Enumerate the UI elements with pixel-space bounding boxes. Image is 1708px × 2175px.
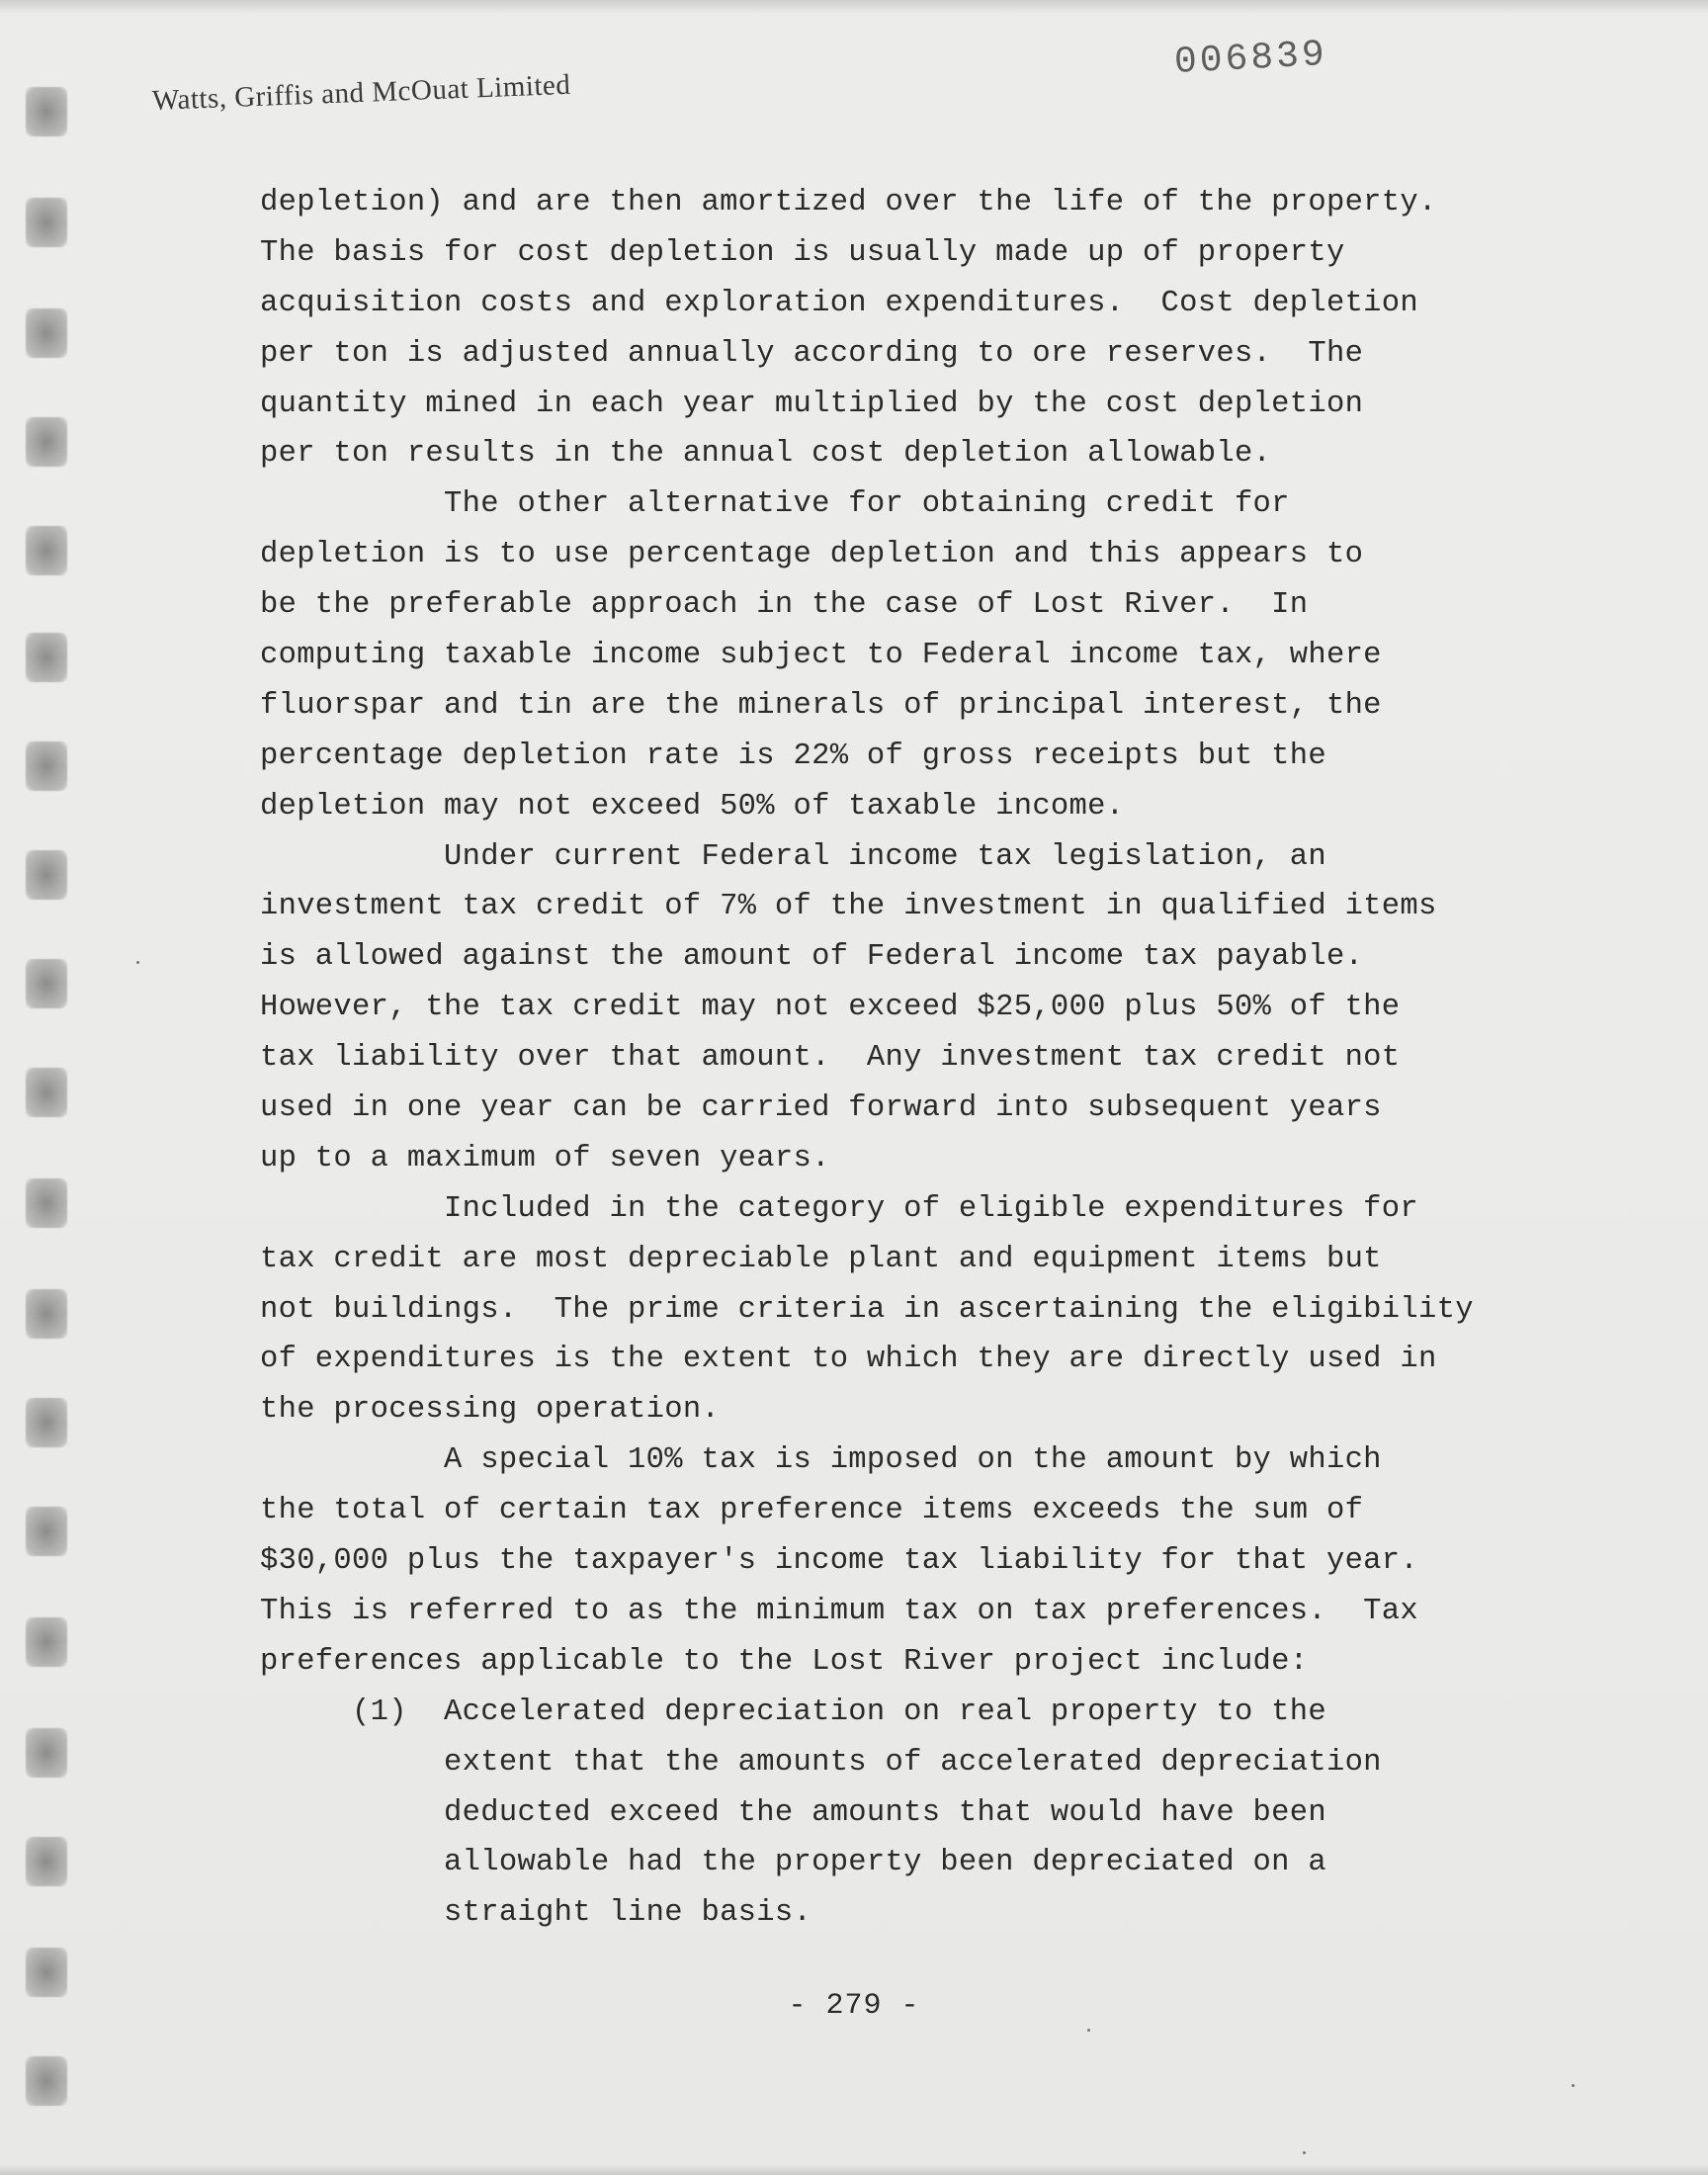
binder-hole <box>26 1617 67 1667</box>
page-number: - 279 - <box>788 1989 920 2023</box>
body-line: of expenditures is the extent to which they are directly used in <box>260 1343 1437 1377</box>
body-line: depletion) and are then amortized over the life of the property. <box>260 186 1437 219</box>
binder-hole <box>26 741 67 791</box>
scan-speck <box>1303 2151 1306 2154</box>
binder-hole <box>26 1507 67 1556</box>
body-line: be the preferable approach in the case of Lost River. In <box>260 588 1309 623</box>
body-line: quantity mined in each year multiplied by the cost depletion <box>260 387 1364 421</box>
binder-hole <box>26 1837 67 1886</box>
body-text <box>260 178 1584 1939</box>
body-line: not buildings. The prime criteria in ascertaining the eligibility <box>260 1292 1474 1327</box>
body-line: Included in the category of eligible expenditures for <box>260 1191 1418 1226</box>
body-line: The other alternative for obtaining credit for <box>260 487 1290 522</box>
binder-hole <box>26 308 67 358</box>
body-line: However, the tax credit may not exceed $25,000 plus 50% of the <box>260 991 1401 1025</box>
binder-hole <box>26 87 67 136</box>
binder-hole <box>26 526 67 575</box>
document-number: 006839 <box>1172 33 1328 85</box>
body-line: Under current Federal income tax legislation, an <box>260 839 1326 874</box>
page-top-edge-shadow <box>0 0 1708 14</box>
letterhead: Watts, Griffis and McOuat Limited <box>151 68 571 117</box>
body-line: investment tax credit of 7% of the investment in qualified items <box>260 890 1437 924</box>
body-line: $30,000 plus the taxpayer's income tax liability for that year. <box>260 1544 1418 1579</box>
body-line: the total of certain tax preference items exceeds the sum of <box>260 1494 1364 1528</box>
body-line: preferences applicable to the Lost River project include: <box>260 1644 1309 1679</box>
binder-hole <box>26 198 67 247</box>
body-line: extent that the amounts of accelerated depreciation <box>260 1745 1382 1780</box>
body-line: computing taxable income subject to Federal income tax, where <box>260 639 1382 673</box>
body-line: up to a maximum of seven years. <box>260 1141 830 1175</box>
scan-speck <box>1087 2029 1090 2032</box>
body-line: A special 10% tax is imposed on the amount by which <box>260 1443 1382 1478</box>
binder-hole <box>26 1398 67 1447</box>
body-line: fluorspar and tin are the minerals of principal interest, the <box>260 688 1382 723</box>
body-line: tax liability over that amount. Any investment tax credit not <box>260 1041 1401 1076</box>
body-line: (1) Accelerated depreciation on real property to the <box>260 1695 1326 1729</box>
binder-hole <box>26 1728 67 1778</box>
binder-hole <box>26 1178 67 1228</box>
body-line: depletion is to use percentage depletion and this appears to <box>260 538 1364 572</box>
binder-hole <box>26 1068 67 1117</box>
body-line: percentage depletion rate is 22% of gross receipts but the <box>260 739 1326 773</box>
body-line: deducted exceed the amounts that would have been <box>260 1795 1326 1830</box>
body-line: This is referred to as the minimum tax on tax preferences. Tax <box>260 1594 1418 1628</box>
body-line: allowable had the property been depreciated on a <box>260 1846 1326 1880</box>
body-line: acquisition costs and exploration expenditures. Cost depletion <box>260 286 1418 320</box>
binder-hole <box>26 959 67 1008</box>
body-line: per ton results in the annual cost depletion allowable. <box>260 437 1272 472</box>
binder-hole <box>26 417 67 467</box>
body-line: tax credit are most depreciable plant and equipment items but <box>260 1242 1382 1276</box>
body-line: straight line basis. <box>260 1896 812 1931</box>
binder-hole <box>26 633 67 682</box>
body-line: the processing operation. <box>260 1393 721 1428</box>
binder-hole <box>26 850 67 900</box>
page-bottom-edge-shadow <box>0 2165 1708 2175</box>
binder-hole <box>26 1289 67 1339</box>
body-line: per ton is adjusted annually according to ore reserves. The <box>260 336 1364 371</box>
body-line: The basis for cost depletion is usually made up of property <box>260 235 1345 270</box>
body-line: depletion may not exceed 50% of taxable income. <box>260 789 1125 824</box>
binder-holes <box>14 0 73 2175</box>
binder-hole <box>26 2056 67 2106</box>
body-line: is allowed against the amount of Federal income tax payable. <box>260 940 1364 975</box>
scan-speck <box>1572 2084 1575 2087</box>
body-line: used in one year can be carried forward into subsequent years <box>260 1091 1382 1126</box>
scan-speck <box>136 961 139 964</box>
